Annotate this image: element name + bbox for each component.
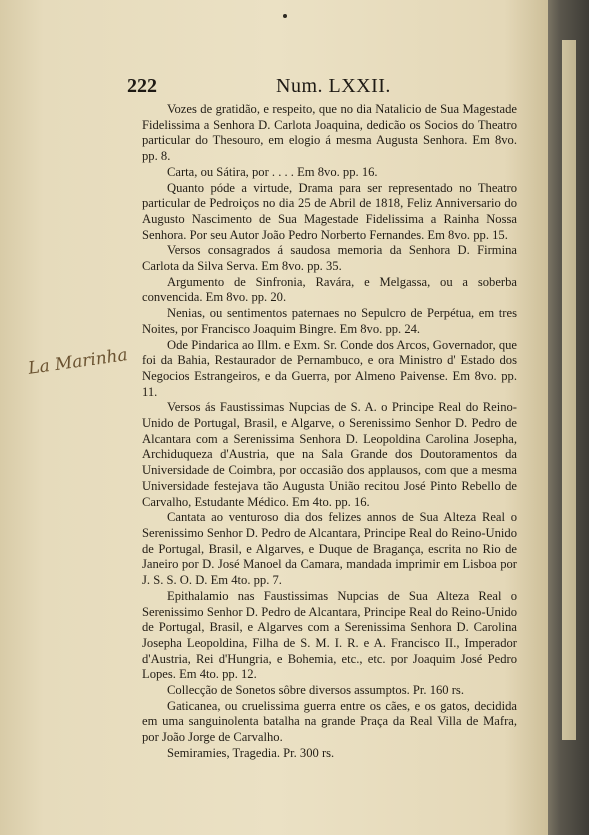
catalogue-entry: Cantata ao venturoso dia dos felizes annos de Sua Alteza Real o Serenissimo Senhor D. Pedro de Alcantara, Principe Real do Reino-Unido de Portugal, Brasil, e Algarves, e Duque de Bragança, escrita no Rio de Janeiro por D. José Manoel da Camara, mandada imprimir em Lisboa por J. S. S. O. D. Em 4to. pp. 7. bbox=[142, 510, 517, 588]
catalogue-text bbox=[142, 102, 517, 762]
catalogue-entry: Versos consagrados á saudosa memoria da Senhora D. Firmina Carlota da Silva Serva. Em 8vo. pp. 35. bbox=[142, 243, 517, 274]
catalogue-entry: Gaticanea, ou cruelissima guerra entre os cães, e os gatos, decidida em uma sanguinolenta batalha na grande Praça da Real Villa de Mafra, por João Jorge de Carvalho. bbox=[142, 698, 517, 745]
ink-dot bbox=[283, 14, 287, 18]
page-header bbox=[0, 75, 548, 99]
catalogue-entry: Collecção de Sonetos sôbre diversos assumptos. Pr. 160 rs. bbox=[167, 683, 464, 698]
catalogue-entry: Versos ás Faustissimas Nupcias de S. A. o Principe Real do Reino-Unido de Portugal, Brasil, e Algarve, o Serenissimo Senhor D. Pedro de Alcantara com a Serenissima Senhora D. Leopoldina Carolina Josepha, Archiduqueza d'Austria, que na Sala Grande dos Doutoramentos da Universidade de Coimbra, por occasião dos applausos, com que a mesma Universidade festejava tão Augusta União recitou José Pinto Rebello de Carvalho, Estudante Médico. Em 4to. pp. 16. bbox=[142, 400, 517, 509]
next-page-edge bbox=[562, 40, 576, 740]
handwritten-margin-note: La Marinha bbox=[27, 345, 129, 379]
running-title: Num. LXXII. bbox=[276, 75, 391, 97]
catalogue-entry: Semiramies, Tragedia. Pr. 300 rs. bbox=[167, 745, 335, 760]
catalogue-entry: Epithalamio nas Faustissimas Nupcias de Sua Alteza Real o Serenissimo Senhor D. Pedro de Alcantara, Principe Real do Reino-Unido de Portugal, Brasil, e Algarves com a Serenissima Senhora D. Carolina Josepha Leopoldina, Filha de S. M. I. R. e A. Francisco II., Imperador d'Austria, Rei d'Hungria, e Bohemia, etc., etc. por Joaquim José Pedro Lopes. Em 4to. pp. 12. bbox=[142, 588, 517, 682]
catalogue-entry: Vozes de gratidão, e respeito, que no dia Natalicio de Sua Magestade Fidelissima a Senhora D. Carlota Joaquina, dedicão os Socios do Theatro particular do Thesouro, em elogio á mesma Augusta Senhora. Em 8vo. pp. 8. bbox=[142, 102, 517, 164]
catalogue-entry: Argumento de Sinfronia, Ravára, e Melgassa, ou a soberba convencida. Em 8vo. pp. 20. bbox=[142, 274, 517, 305]
catalogue-entry: Ode Pindarica ao Illm. e Exm. Sr. Conde dos Arcos, Governador, que foi da Bahia, Restaurador de Pernambuco, e ora Ministro d' Estado dos Negocios Estrangeiros, e da Guerra, por Almeno Paivense. Em 8vo. pp. 11. bbox=[142, 337, 517, 399]
catalogue-entry: Quanto póde a virtude, Drama para ser representado no Theatro particular de Pedroiços no dia 25 de Abril de 1818, Feliz Anniversario do Augusto Nascimento de Sua Magestade Fidelissima a Rainha Nossa Senhora. Por seu Autor João Pedro Norberto Fernandes. Em 8vo. pp. 15. bbox=[142, 180, 517, 242]
page-number: 222 bbox=[127, 75, 157, 97]
catalogue-entry: Carta, ou Sátira, por . . . . Em 8vo. pp. 16. bbox=[167, 164, 378, 179]
catalogue-entry: Nenias, ou sentimentos paternaes no Sepulcro de Perpétua, em tres Noites, por Francisco Joaquim Bingre. Em 8vo. pp. 24. bbox=[142, 306, 517, 336]
